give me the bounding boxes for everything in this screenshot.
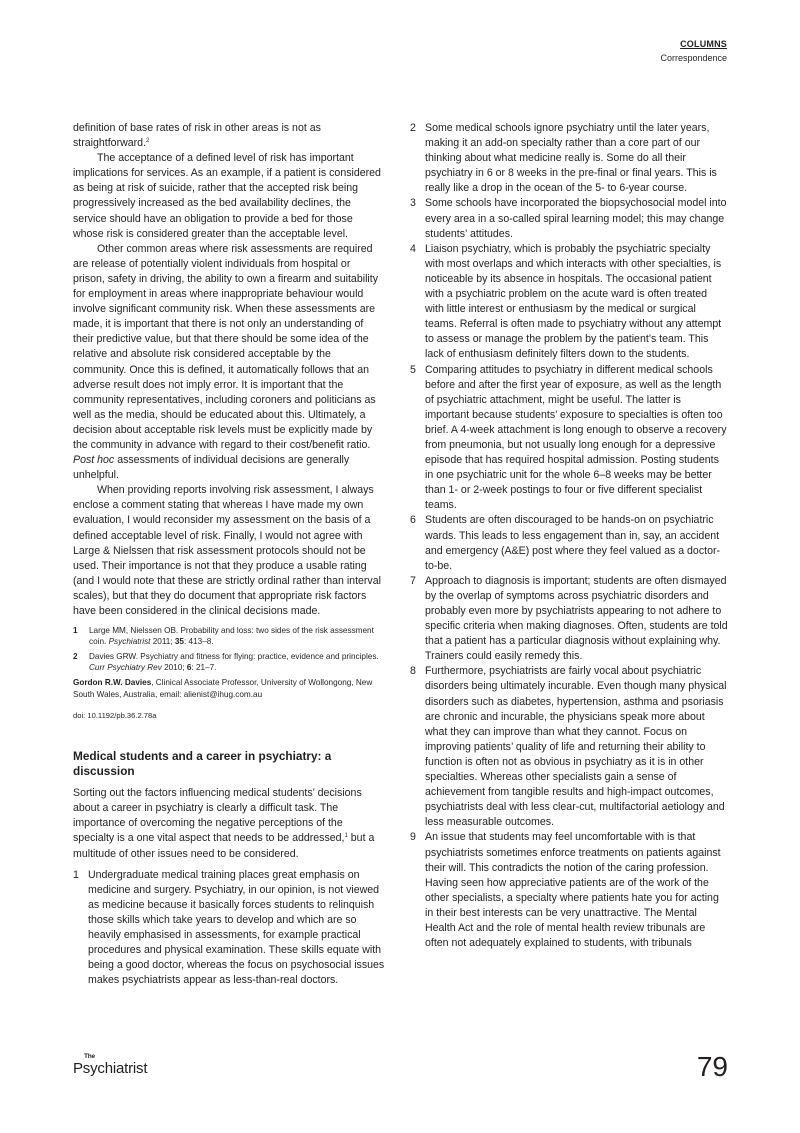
author-affiliation: Gordon R.W. Davies, Clinical Associate Professor, University of Wollongong, New South Wales, Australia, email: alienist@ihug.com.au	[73, 678, 373, 699]
list-item: 4 Liaison psychiatry, which is probably the psychiatric specialty with most overlaps and which interacts with other specialties, is noticeable by its absence in hospitals. The occasional patient with a psychiatric problem on the acute ward is often treated with little interest or enthusiasm by the medical or surgical teams. Referral is often made to psychiatry without any attempt to assess or manage the problem by the patient’s team. This lack of enthusiasm definitely filters down to the students.	[410, 242, 722, 361]
list-item: 1 Undergraduate medical training places great emphasis on medicine and surgery. Psychiatry, in our opinion, is not viewed as medicine because it basically forces students to relinquish those skills which take years to develop and which are so heavily emphasised in assessments, for example practical procedures and physical examination. These skills equate with being a good doctor, whereas the focus on psychosocial issues makes psychiatrists appear as less-than-real doctors.	[73, 868, 385, 987]
paragraph: When providing reports involving risk assessment, I always enclose a comment stating that whereas I have made my own evaluation, I would reconsider my assessment on the basis of a defined acceptable level of risk. Finally, I would not agree with Large & Nielssen that risk assessment protocols should not be used. Their importance is not that they produce a usable rating (and I would note that these are strictly ordinal rather than interval scales), but that they do document that appropriate risk factors have been considered in the clinical decisions made.	[73, 484, 381, 617]
author-name: Gordon R.W. Davies	[73, 678, 152, 688]
reference-item: 1 Large MM, Nielssen OB. Probability and loss: two sides of the risk assessment coin. Psychiatrist 2011; 35: 413–8.	[73, 626, 374, 647]
doi[interactable]: doi: 10.1192/pb.36.2.78a	[73, 711, 157, 721]
paragraph: definition of base rates of risk in other areas is not as straightforward.$^2$	[73, 122, 321, 150]
paragraph: Other common areas where risk assessments are required are release of potentially violent individuals from hospital or prison, safety in driving, the ability to own a firearm and suitability for employment in areas where inappropriate behaviour would involve significant community risk. When these assessments are made, it is important that there is not only an understanding of their predictive value, but that there should be some idea of the relative and absolute risk considered acceptable by the community. Once this is defined, it automatically follows that an adverse result does not imply error. It is important that the community representatives, including coroners and politicians as well as the media, should be educated about this. Ultimately, a decision about acceptable risk levels must be explicitly made by the community in advance with regard to their cost/benefit ratio. Post hoc assessments of individual decisions are generally unhelpful.	[73, 242, 379, 482]
subsection-label: Correspondence	[660, 53, 727, 63]
running-header	[660, 37, 727, 65]
list-item: 8 Furthermore, psychiatrists are fairly vocal about psychiatric disorders being ultimately incurable. Even though many physical disorders such as diabetes, hypertension, asthma and psoriasis are chronic and incurable, the physicians speak more about what they can improve than what they cannot. Focus on improving patients’ quality of life and returning their ability to function is often not as obvious in psychiatry as it is in other specialties. Whereas other specialists gain a sense of achievement from tangible results and high-impact outcomes, psychiatrists deal with less clear-cut, multifactorial aetiology and less measurable outcomes.	[410, 665, 727, 829]
citation[interactable]: 1	[344, 833, 348, 840]
paragraph: The acceptance of a defined level of risk has important implications for services. As an example, if a patient is considered as being at risk of suicide, rather that the accepted risk being progressively increased as the bed availability declines, the service should have an obligation to provide a bed for those whose risk is considered greater than the acceptable level.	[73, 152, 381, 240]
left-column	[73, 121, 385, 988]
list-item: 2 Some medical schools ignore psychiatry until the later years, making it an add-on specialty rather than a core part of our thinking about what medicine really is. Some do all their psychiatry in 6 or 8 weeks in the pre-final or final years. This is really like a drop in the ocean of the 5- to 6-year course.	[410, 122, 717, 195]
journal-logo: The Psychiatrist	[73, 1053, 148, 1077]
right-column	[410, 121, 728, 951]
list-item: 5 Comparing attitudes to psychiatry in different medical schools before and after the first year of exposure, as well as the length of psychiatric attachment, might be useful. The latter is important because students’ exposure to specialties is often too brief. A 4-week attachment is long enough to observe a recovery from pneumonia, but not usually long enough for a depressive episode that has required hospital admission. Posting students in one psychiatric unit for the whole 6–8 weeks may be better than 1- or 2-week postings to four or five different specialist teams.	[410, 363, 727, 512]
paragraph: Sorting out the factors influencing medical students’ decisions about a career in psychiatry is clearly a difficult task. The importance of overcoming the negative perceptions of the specialty is a one vital aspect that needs to be addressed,$^1$ but a multitude of other issues need to be considered.	[73, 787, 375, 860]
page-number: 79	[696, 1051, 728, 1082]
references	[73, 625, 385, 673]
article-title: Medical students and a career in psychiatry: a discussion	[73, 749, 332, 779]
list-item: 3 Some schools have incorporated the biopsychosocial model into every area in a so-called spiral learning model; this may change students’ attitudes.	[410, 197, 727, 240]
numbered-list	[73, 868, 385, 989]
list-item: 9 An issue that students may feel uncomfortable with is that psychiatrists sometimes enforce treatments on patients against their will. This contradicts the notion of the caring profession. Having seen how appreciative patients are of the work of the other specialists, a specialty where patients hate you for acting in their best interests can be very unattractive. The Mental Health Act and the role of mental health review tribunals are often not adequately explained to students, with tribunals	[410, 831, 721, 950]
list-item: 6 Students are often discouraged to be hands-on on psychiatric wards. This leads to less engagement than in, say, an accident and emergency (A&E) post where they feel valued as a doctor-to-be.	[410, 514, 721, 572]
citation[interactable]: 2	[146, 138, 150, 145]
reference-item: 2 Davies GRW. Psychiatry and fitness for flying: practice, evidence and principles. Curr Psychiatry Rev 2010; 6: 21–7.	[73, 652, 379, 673]
section-label: COLUMNS	[680, 39, 727, 49]
list-item: 7 Approach to diagnosis is important; students are often dismayed by the overlap of symptoms across psychiatric disorders and probably even more by psychiatrists appearing to not adhere to specific criteria when making diagnoses. Often, students are told that a patient has a particular diagnosis without explaining why. Trainers could easily remedy this.	[410, 574, 728, 663]
